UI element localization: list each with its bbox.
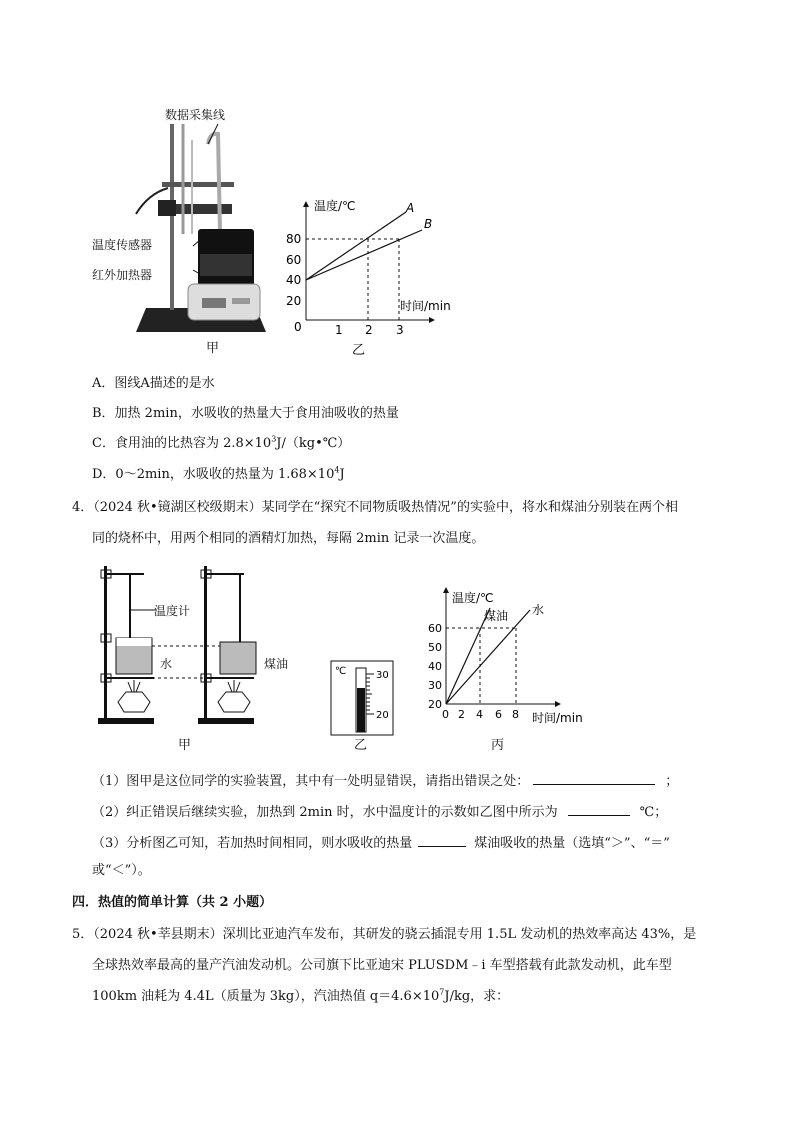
line-water (446, 610, 530, 704)
right-stand-base (198, 718, 254, 724)
apparatus-photo (88, 104, 280, 340)
q3-option-a: A．图线A描述的是水 (92, 376, 215, 391)
x-tick-1: 1 (335, 323, 343, 337)
q4-thermometer (330, 660, 394, 738)
q4-sub1 (92, 770, 678, 791)
q3-option-c-exp: 3 (271, 434, 277, 444)
label-thermometer: 温度计 (154, 604, 191, 618)
q3-option-d-text: D．0～2min，水吸收的热量为 1.68×10 (92, 467, 335, 482)
q4-sub1-end: ； (665, 774, 679, 789)
apparatus-drawing (88, 104, 280, 340)
caption-jia-top: 甲 (206, 341, 220, 356)
graph-bing (426, 584, 596, 734)
label-data-line: 数据采集线 (165, 108, 226, 122)
section-title: 四．热值的简单计算（共 2 小题） (72, 895, 273, 910)
left-burner (118, 692, 150, 712)
thermo-20: 20 (376, 710, 389, 721)
graph-yi (282, 196, 462, 356)
q4-sub2-end: ℃； (639, 805, 668, 820)
thermo-liquid (357, 688, 365, 732)
left-stand-base (98, 718, 154, 724)
x-axis-label: 时间/min (400, 299, 451, 313)
caption-jia-q4: 甲 (178, 738, 192, 753)
q4-sub2-blank[interactable] (568, 801, 630, 816)
q4-sub3-end: 煤油吸收的热量（选填“＞”、“＝” (474, 836, 670, 851)
bing-x-tick-8: 8 (512, 708, 519, 721)
bing-y-tick-50: 50 (428, 641, 442, 654)
bing-y-tick-40: 40 (428, 660, 442, 673)
y-tick-60: 60 (286, 253, 302, 267)
q4-sub1-text: （1）图甲是这位同学的实验装置，其中有一处明显错误，请指出错误之处： (92, 774, 530, 789)
y-tick-40: 40 (286, 273, 302, 287)
q4-sub2 (92, 801, 667, 822)
q3-option-c-text: C．食用油的比热容为 2.8×10 (92, 436, 272, 451)
q5-line3-text: 100km 油耗为 4.4L（质量为 3kg），汽油热值 q＝4.6×10 (92, 989, 440, 1004)
bing-x-label: 时间/min (532, 711, 583, 725)
label-b: B (424, 217, 433, 231)
right-stand-rod (204, 566, 207, 718)
q3-option-c-unit: J/（kg•℃） (276, 436, 351, 451)
label-temp-sensor: 温度传感器 (92, 238, 153, 252)
bing-x-tick-2: 2 (458, 708, 465, 721)
bing-y-tick-20: 20 (428, 698, 442, 711)
thermo-30: 30 (376, 670, 389, 681)
y-tick-80: 80 (286, 232, 302, 246)
caption-yi-q4: 乙 (354, 738, 368, 753)
q5-line1: 5．（2024 秋•莘县期末）深圳比亚迪汽车发布，其研发的骁云插混专用 1.5L 发动机的热效率高达 43%，是 (72, 927, 697, 942)
q3-option-b: B．加热 2min，水吸收的热量大于食用油吸收的热量 (92, 406, 399, 421)
x-tick-3: 3 (396, 323, 404, 337)
q3-option-d-unit: J (339, 467, 345, 482)
q4-sub1-blank[interactable] (533, 770, 655, 785)
bing-x-tick-6: 6 (495, 708, 502, 721)
x-tick-2: 2 (365, 323, 373, 337)
q3-option-c (92, 435, 350, 453)
label-kerosene: 煤油 (264, 657, 289, 671)
q4-sub2-text: （2）纠正错误后继续实验，加热到 2min 时，水中温度计的示数如乙图中所示为 (92, 805, 558, 820)
q4-stem-line1: 4．（2024 秋•镜湖区校级期末）某同学在“探究不同物质吸热情况”的实验中，将水和煤油分别装在两个相 (72, 500, 678, 515)
label-a: A (406, 201, 415, 215)
line-a (306, 212, 406, 280)
q4-apparatus (96, 562, 296, 732)
q5-line3-exp: 7 (439, 987, 445, 997)
caption-bing: 丙 (491, 738, 505, 753)
right-burner (218, 692, 250, 712)
bing-x-tick-4: 4 (476, 708, 483, 721)
q5-line3-end: J/kg，求： (444, 989, 510, 1004)
label-water: 水 (160, 657, 173, 671)
q3-option-d (92, 466, 345, 484)
q4-stem-line2: 同的烧杯中，用两个相同的酒精灯加热，每隔 2min 记录一次温度。 (92, 531, 485, 546)
label-ir-heater: 红外加热器 (92, 268, 153, 282)
bing-y-label: 温度/℃ (452, 591, 494, 605)
caption-yi-top: 乙 (352, 343, 366, 356)
q3-option-d-exp: 4 (334, 465, 340, 475)
bing-y-tick-30: 30 (428, 679, 442, 692)
q4-sub3 (92, 832, 670, 853)
q4-sub3-blank[interactable] (418, 832, 466, 847)
origin-label: 0 (294, 320, 302, 334)
y-tick-20: 20 (286, 294, 302, 308)
right-beaker (220, 642, 256, 674)
thermo-unit: ℃ (335, 666, 347, 677)
y-axis-label: 温度/℃ (314, 199, 356, 213)
line-b (306, 230, 422, 280)
q5-line3 (92, 988, 509, 1006)
bing-y-tick-60: 60 (428, 622, 442, 635)
q4-sub3-line2: 或“＜”）。 (92, 863, 151, 878)
label-water-line: 水 (532, 603, 545, 617)
label-kerosene-line: 煤油 (484, 609, 509, 623)
q4-sub3-text: （3）分析图乙可知，若加热时间相同，则水吸收的热量 (92, 836, 413, 851)
q5-line2: 全球热效率最高的量产汽油发动机。公司旗下比亚迪宋 PLUSDM﹣i 车型搭载有此款发动机，此车型 (92, 958, 672, 973)
bing-x-tick-0: 0 (442, 708, 449, 721)
